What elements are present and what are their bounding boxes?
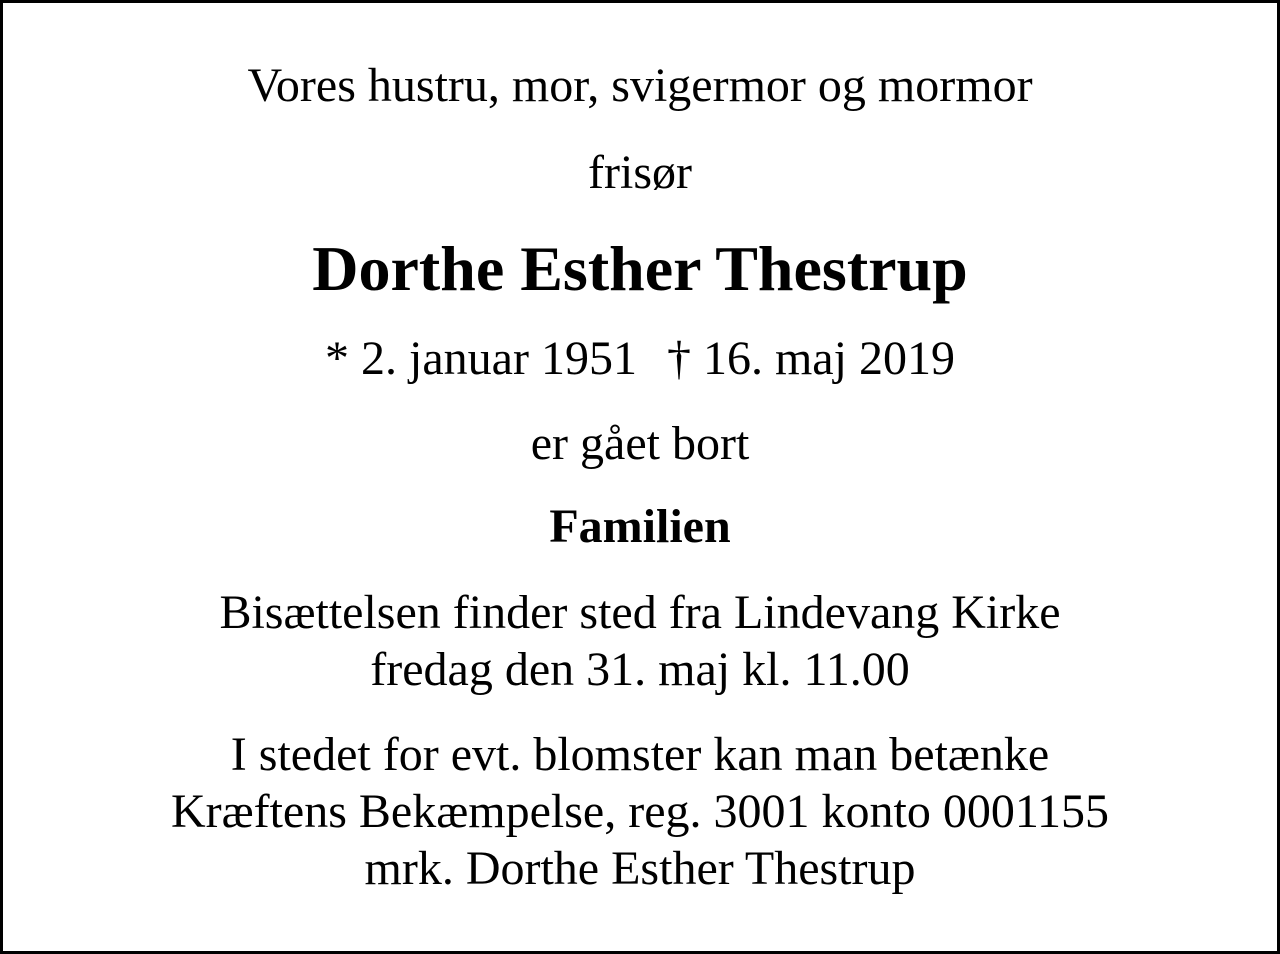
birth-date: * 2. januar 1951 (325, 332, 637, 385)
deceased-name: Dorthe Esther Thestrup (312, 233, 968, 304)
donation-line: I stedet for evt. blomster kan man betænke (230, 728, 1050, 781)
passed-away-text: er gået bort (530, 417, 750, 470)
donation-line: Kræftens Bekæmpelse, reg. 3001 konto 0001155 (170, 785, 1110, 838)
service-line: fredag den 31. maj kl. 11.00 (370, 643, 910, 696)
life-dates (3, 331, 1277, 387)
intro-text: Vores hustru, mor, svigermor og mormor (247, 59, 1033, 112)
death-date: † 16. maj 2019 (666, 332, 955, 385)
occupation-text: frisør (588, 146, 692, 199)
donation-line: mrk. Dorthe Esther Thestrup (364, 842, 916, 895)
service-line: Bisættelsen finder sted fra Lindevang Kirke (219, 586, 1061, 639)
signature: Familien (549, 500, 731, 553)
